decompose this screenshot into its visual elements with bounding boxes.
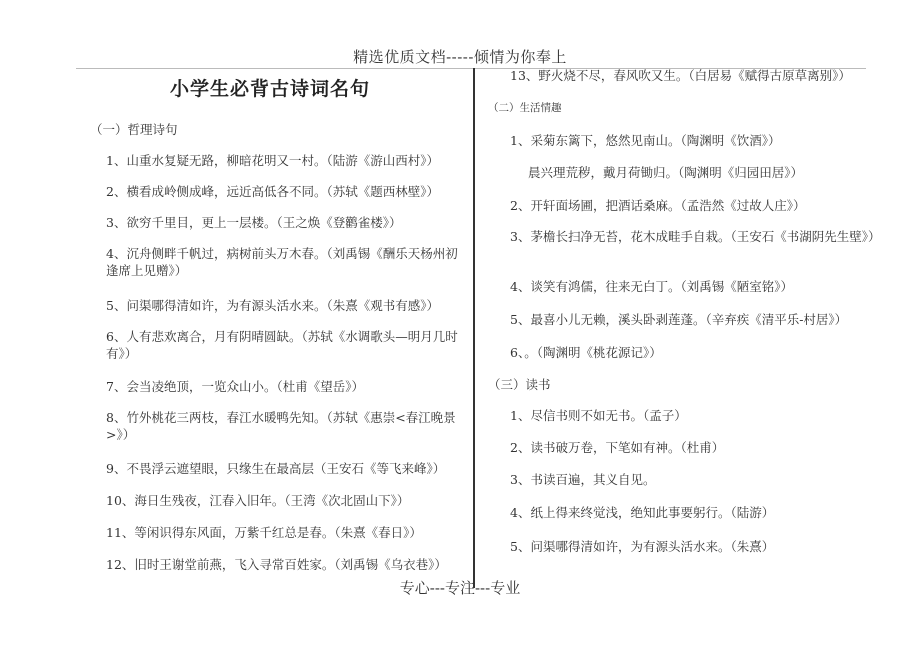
poem-line: 1、采菊东篱下，悠然见南山。（陶渊明《饮酒》） <box>510 133 781 148</box>
poem-line: 2、横看成岭侧成峰，远近高低各不同。（苏轼《题西林壁》） <box>106 184 439 199</box>
poem-line: 3、茅檐长扫净无苔，花木成畦手自栽。（王安石《书湖阴先生壁》） <box>510 229 881 244</box>
page-footer: 专心---专注---专业 <box>399 579 521 597</box>
poem-line: 5、问渠哪得清如许，为有源头活水来。（朱熹《观书有感》） <box>106 298 439 313</box>
poem-line: 5、问渠哪得清如许，为有源头活水来。（朱熹） <box>510 539 775 554</box>
section-heading-reading: （三）读书 <box>488 377 551 392</box>
poem-line: 4、纸上得来终觉浅，绝知此事要躬行。（陆游） <box>510 505 775 520</box>
poem-line: 1、尽信书则不如无书。（孟子） <box>510 408 687 423</box>
document-title: 小学生必背古诗词名句 <box>170 78 371 100</box>
poem-line: 1、山重水复疑无路，柳暗花明又一村。（陆游《游山西村》） <box>106 153 439 168</box>
poem-line: 11、等闲识得东风面，万紫千红总是春。（朱熹《春日》） <box>106 525 422 540</box>
poem-line: 4、谈笑有鸿儒，往来无白丁。（刘禹锡《陋室铭》） <box>510 279 793 294</box>
poem-line: 13、野火烧不尽，春风吹又生。（白居易《赋得古原草离别》） <box>510 68 851 83</box>
poem-line: 3、书读百遍，其义自见。 <box>510 472 656 487</box>
poem-line: 9、不畏浮云遮望眼，只缘生在最高层（王安石《等飞来峰》） <box>106 461 446 476</box>
poem-line: 4、沉舟侧畔千帆过，病树前头万木春。（刘禹锡《酬乐天杨州初逢席上见赠》） <box>106 246 458 278</box>
section-heading-philosophy: （一）哲理诗句 <box>90 122 178 137</box>
poem-line: 2、读书破万卷，下笔如有神。（杜甫） <box>510 440 725 455</box>
poem-line: 8、竹外桃花三两枝，春江水暖鸭先知。（苏轼《惠崇<春江晚景>》） <box>106 410 456 442</box>
poem-line: 10、海日生残夜，江春入旧年。（王湾《次北固山下》） <box>106 493 410 508</box>
poem-line: 3、欲穷千里目，更上一层楼。（王之焕《登鹳雀楼》） <box>106 215 402 230</box>
poem-line: 6、人有悲欢离合，月有阴晴圆缺。（苏轼《水调歌头—明月几时有》） <box>106 329 458 361</box>
poem-line: 12、旧时王谢堂前燕，飞入寻常百姓家。（刘禹锡《乌衣巷》） <box>106 557 447 572</box>
poem-line: 晨兴理荒秽，戴月荷锄归。（陶渊明《归园田居》） <box>528 165 804 180</box>
page-header: 精选优质文档-----倾情为你奉上 <box>353 48 567 66</box>
section-heading-life: （二）生活情趣 <box>488 102 562 114</box>
poem-line: 2、开轩面场圃，把酒话桑麻。（孟浩然《过故人庄》） <box>510 198 806 213</box>
poem-line: 7、会当凌绝顶，一览众山小。（杜甫《望岳》） <box>106 379 364 394</box>
column-divider <box>473 68 475 588</box>
poem-line: 6、。（陶渊明《桃花源记》） <box>510 345 662 360</box>
poem-line: 5、最喜小儿无赖，溪头卧剥莲蓬。（辛弃疾《清平乐-村居》） <box>510 312 848 327</box>
